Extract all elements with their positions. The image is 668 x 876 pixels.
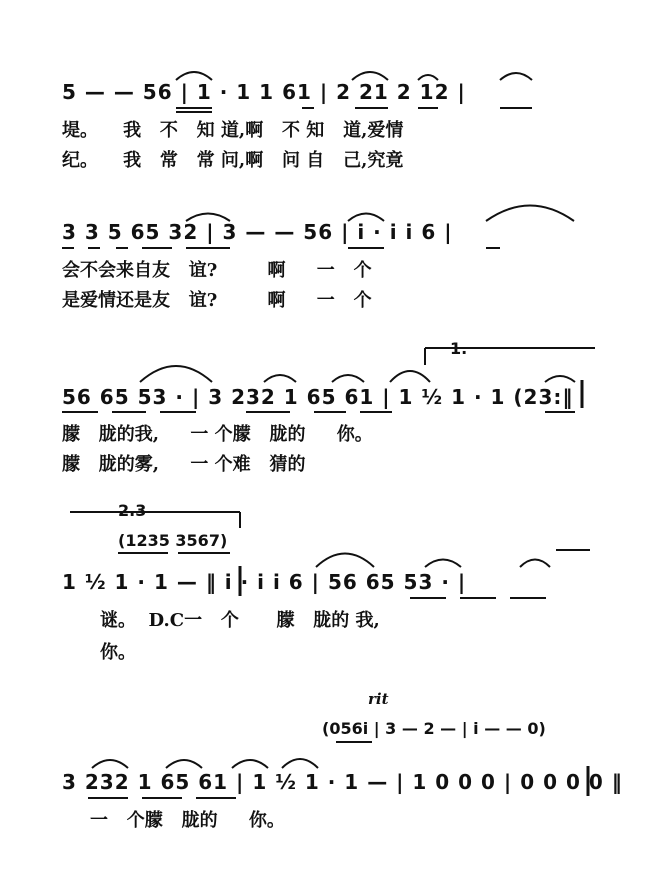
slur-mark (520, 560, 550, 568)
ritardando-mark: rit (368, 690, 389, 708)
score-line-5-notes: 3 232 1 65 61 | 1 ½ 1 · 1 — | 1 0 0 0 | 0 0 0 0 ‖ (62, 770, 623, 794)
score-line-4-notes: 1 ½ 1 · 1 — ‖ i · i i 6 | 56 65 53 · | (62, 570, 467, 594)
score-line-4-lyric-verse-2: 你。 (100, 642, 136, 663)
score-line-2-lyric-verse-1: 会不会来自友 谊? 啊 一 个 (62, 260, 372, 281)
score-line-1-lyric-verse-1: 堤。 我 不 知 道,啊 不 知 道,爱情 (62, 120, 404, 141)
score-line-2-notes: 3 3 5 65 32 | 3 — — 56 | i · i i 6 | (62, 220, 453, 244)
interlude-phrase: (1235 3567) (118, 531, 228, 550)
score-line-4-lyric-verse-1: 谜。 D.C一 个 朦 胧的 我, (100, 610, 380, 631)
first-ending-label: 1. (450, 339, 468, 358)
score-line-3-lyric-verse-1: 朦 胧的我, 一 个朦 胧的 你。 (62, 424, 373, 445)
coda-phrase: (056i | 3 — 2 — | i — — 0) (322, 719, 546, 738)
slur-mark (425, 560, 461, 568)
slur-mark (332, 375, 364, 382)
score-line-1-notes: 5 — — 56 | 1 · 1 1 61 | 2 21 2 12 | (62, 80, 466, 104)
slur-mark (166, 760, 202, 768)
slur-mark (316, 554, 374, 568)
score-line-3-lyric-verse-2: 朦 胧的雾, 一 个难 猜的 (62, 454, 306, 475)
score-line-5-lyric: 一 个朦 胧的 你。 (90, 810, 285, 831)
slur-mark (232, 760, 268, 768)
slur-mark (390, 371, 430, 382)
slur-mark (140, 366, 212, 382)
slur-mark (282, 759, 318, 768)
second-ending-label: 2.3 (118, 501, 147, 520)
slur-mark (545, 376, 575, 382)
slur-mark (264, 375, 296, 382)
score-line-1-lyric-verse-2: 纪。 我 常 常 问,啊 问 自 己,究竟 (62, 150, 404, 171)
slur-mark (92, 760, 128, 768)
score-line-2-lyric-verse-2: 是爱情还是友 谊? 啊 一 个 (62, 290, 372, 311)
score-line-3-notes: 56 65 53 · | 3 232 1 65 61 | 1 ½ 1 · 1 (23:‖ (62, 385, 574, 409)
